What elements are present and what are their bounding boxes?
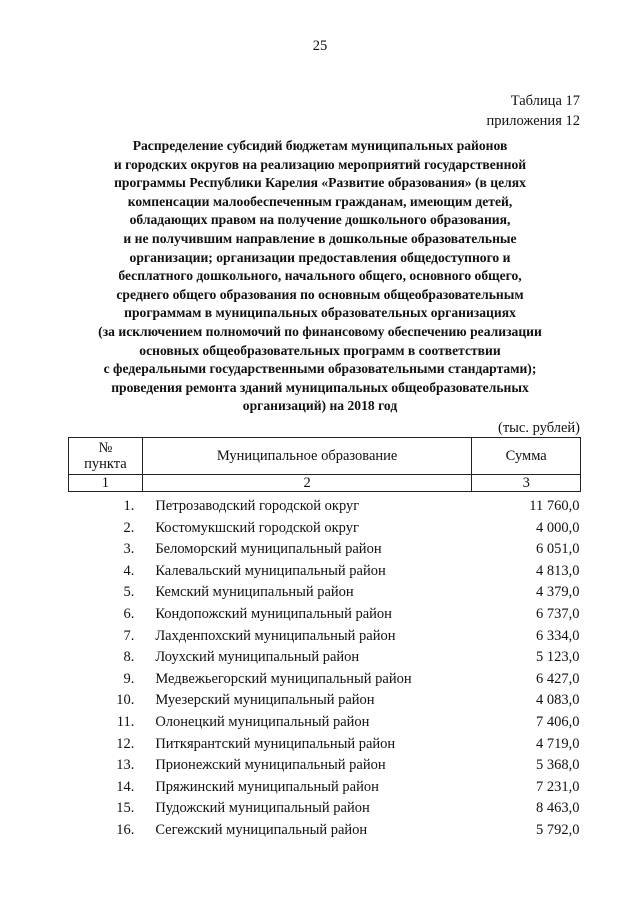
title-line: Распределение субсидий бюджетам муниципальных районов xyxy=(132,138,508,153)
table-row xyxy=(69,561,581,583)
municipality-name: Пряжинский муниципальный район xyxy=(155,778,379,795)
municipality-name: Петрозаводский городской округ xyxy=(155,498,360,514)
title-line: программам в муниципальных образовательных организациях xyxy=(124,305,516,321)
subsidy-amount: 5 123,0 xyxy=(536,649,580,666)
title-line: с федеральными государственными образовательными стандартами); xyxy=(103,361,537,377)
municipality-name: Калевальский муниципальный район xyxy=(155,562,386,579)
table-row xyxy=(69,539,581,561)
document-title xyxy=(58,137,582,416)
subsidy-amount: 6 051,0 xyxy=(536,541,580,558)
municipality-name: Кемский муниципальный район xyxy=(155,584,354,601)
table-row xyxy=(69,734,581,756)
row-number: 7. xyxy=(123,627,135,644)
table-row xyxy=(69,626,581,648)
table-row xyxy=(69,798,581,820)
table-reference xyxy=(420,91,580,131)
municipality-name: Олонецкий муниципальный район xyxy=(155,713,370,730)
table-row xyxy=(69,820,581,842)
municipality-name: Лоухский муниципальный район xyxy=(155,649,360,666)
row-number: 4. xyxy=(123,562,135,579)
municipality-name: Костомукшский городской округ xyxy=(155,519,359,536)
subsidy-amount: 6 427,0 xyxy=(536,670,580,687)
column-index-row xyxy=(69,475,581,492)
row-number: 9. xyxy=(123,670,135,687)
subsidy-amount: 4 719,0 xyxy=(536,735,580,752)
title-line: организации; организации предоставления общедоступного и xyxy=(129,249,511,265)
table-row xyxy=(69,492,581,518)
subsidies-table xyxy=(68,437,581,842)
page-number: 25 xyxy=(312,38,328,54)
subsidy-amount: 7 406,0 xyxy=(536,713,580,730)
header-number-sign: № xyxy=(98,440,113,456)
table-reference-line: Таблица 17 xyxy=(510,93,580,109)
subsidy-amount: 5 368,0 xyxy=(536,757,580,774)
column-index: 1 xyxy=(69,475,143,492)
title-line: компенсации малообеспеченным гражданам, имеющим детей, xyxy=(127,193,513,209)
table-row xyxy=(69,604,581,626)
table-row xyxy=(69,690,581,712)
title-line: (за исключением полномочий по финансовому обеспечению реализации xyxy=(98,323,542,339)
title-line: проведения ремонта зданий муниципальных общеобразовательных xyxy=(111,379,529,395)
municipality-name: Кондопожский муниципальный район xyxy=(155,605,392,622)
column-index: 2 xyxy=(142,475,472,492)
table-row xyxy=(69,669,581,691)
municipality-name: Пудожский муниципальный район xyxy=(155,800,370,817)
title-line: и не получившим направление в дошкольные образовательные xyxy=(123,230,517,246)
subsidy-amount: 5 792,0 xyxy=(536,821,580,838)
subsidy-amount: 11 760,0 xyxy=(529,498,580,514)
municipality-name: Медвежьегорский муниципальный район xyxy=(155,670,412,687)
row-number: 12. xyxy=(116,735,135,752)
row-number: 5. xyxy=(123,584,135,601)
subsidy-amount: 6 737,0 xyxy=(536,605,580,622)
row-number: 6. xyxy=(123,605,135,622)
subsidy-amount: 4 083,0 xyxy=(536,692,580,709)
header-amount: Сумма xyxy=(472,438,581,475)
row-number: 11. xyxy=(116,713,135,730)
subsidy-amount: 7 231,0 xyxy=(536,778,580,795)
subsidy-amount: 8 463,0 xyxy=(536,800,580,817)
title-line: основных общеобразовательных программ в соответствии xyxy=(139,342,501,358)
header-number-label: пункта xyxy=(84,456,127,472)
row-number: 14. xyxy=(116,778,135,795)
title-line: среднего общего образования по основным общеобразовательным xyxy=(116,286,524,302)
row-number: 2. xyxy=(123,519,135,536)
table-reference-appendix: приложения 12 xyxy=(486,113,580,129)
municipality-name: Прионежский муниципальный район xyxy=(155,757,386,774)
subsidy-amount: 6 334,0 xyxy=(536,627,580,644)
header-item-number xyxy=(69,438,143,475)
row-number: 10. xyxy=(116,692,135,709)
table-row xyxy=(69,647,581,669)
title-line: программы Республики Карелия «Развитие образования» (в целях xyxy=(114,175,526,191)
row-number: 1. xyxy=(123,498,135,514)
title-line: обладающих правом на получение дошкольного образования, xyxy=(129,212,511,228)
municipality-name: Сегежский муниципальный район xyxy=(155,821,368,838)
municipality-name: Лахденпохский муниципальный район xyxy=(155,627,396,644)
row-number: 3. xyxy=(123,541,135,558)
municipality-name: Питкярантский муниципальный район xyxy=(155,735,396,752)
table-row xyxy=(69,777,581,799)
table-row xyxy=(69,712,581,734)
table-row xyxy=(69,755,581,777)
municipality-name: Беломорский муниципальный район xyxy=(155,541,382,558)
title-line: организаций) на 2018 год xyxy=(242,398,398,414)
title-line: бесплатного дошкольного, начального общего, основного общего, xyxy=(118,268,522,284)
row-number: 8. xyxy=(123,649,135,666)
subsidy-amount: 4 813,0 xyxy=(536,562,580,579)
table-row xyxy=(69,518,581,540)
row-number: 13. xyxy=(116,757,135,774)
subsidy-amount: 4 000,0 xyxy=(536,519,580,536)
subsidy-amount: 4 379,0 xyxy=(536,584,580,601)
title-line: и городских округов на реализацию мероприятий государственной xyxy=(113,156,527,172)
units-label: (тыс. рублей) xyxy=(498,420,580,436)
header-municipality: Муниципальное образование xyxy=(142,438,472,475)
row-number: 15. xyxy=(116,800,135,817)
row-number: 16. xyxy=(116,821,135,838)
municipality-name: Муезерский муниципальный район xyxy=(155,692,375,709)
column-index: 3 xyxy=(472,475,581,492)
table-row xyxy=(69,582,581,604)
table-header-row xyxy=(69,438,581,475)
